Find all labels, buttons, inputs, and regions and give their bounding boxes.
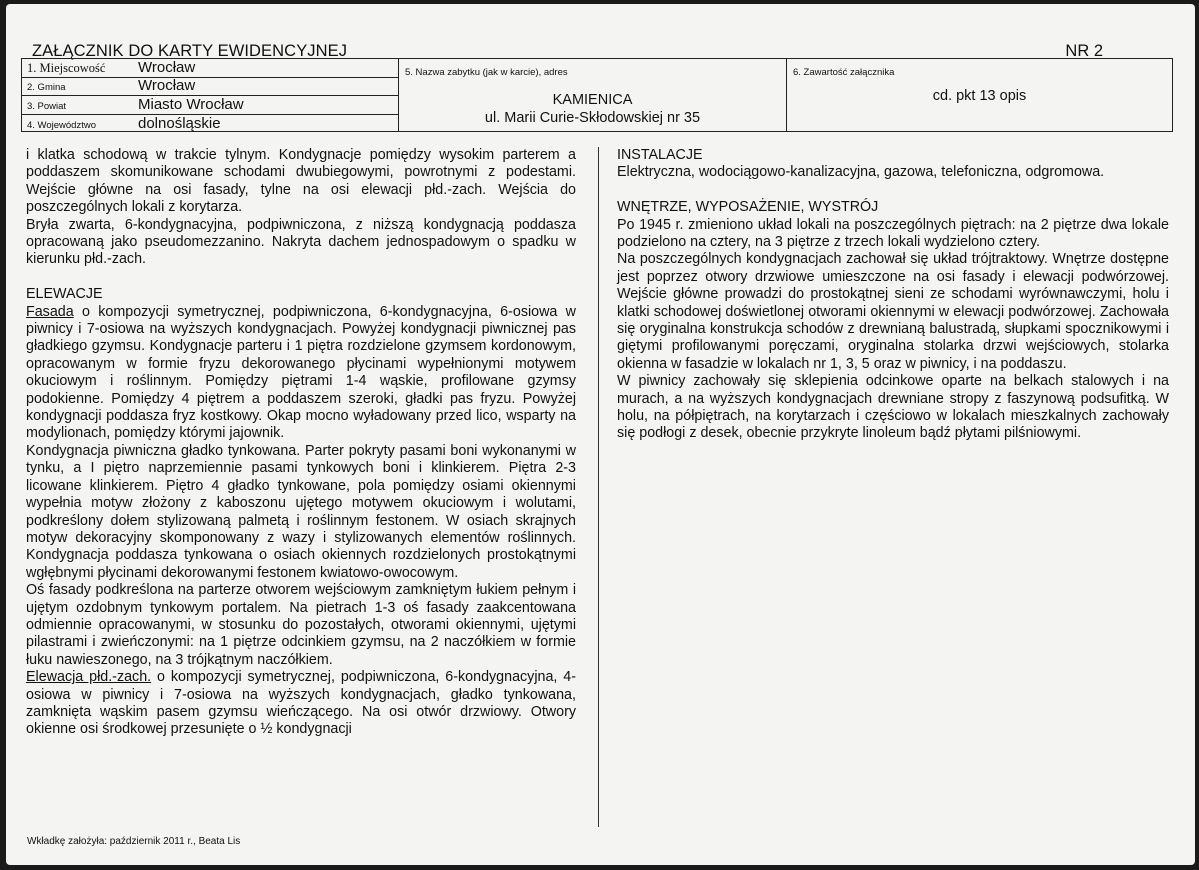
footer-author: Wkładkę założyła: październik 2011 r., Beata Lis xyxy=(27,836,241,847)
sw-elevation-text: o kompozycji symetrycznej, podpiwniczona, 6-kondygnacyjna, 4-osiowa w piwnicy i 7-osiowa na wyższych kondygnacjach, gładko tynkowana, zamknięta wąskim pasem gzymsu wieńczącego. Na osi otwór drzwiowy. Otwory okienne osi środkowej przesunięte o ½ kondygnacji xyxy=(26,669,577,738)
heading-elevations: ELEWACJE xyxy=(26,286,103,303)
voivodeship-label: 4. Województwo xyxy=(27,120,96,131)
metadata-table xyxy=(21,58,1173,132)
voivodeship-value: dolnośląskie xyxy=(138,115,221,132)
district-label: 3. Powiat xyxy=(27,100,67,112)
paragraph-installations: Elektryczna, wodociągowo-kanalizacyjna, gazowa, telefoniczna, odgromowa. xyxy=(617,164,1105,181)
paragraph-interior-2: Na poszczególnych kondygnacjach zachował się układ trójtraktowy. Wnętrze dostępne jest poprzez otwory drzwiowe umieszczone na osi fasady i elewacji podwórzowej. Wejście główne prowadzi do prostokątnej sieni ze schodami wyrównawczymi, holu i klatki schodowej doświetlonej otworami okiennymi w elewacji podwórzowej. Zachowała się oryginalna konstrukcja schodów z drewnianą balustradą, słupkami spocznikowymi i giętymi profilowanymi poręczami, oryginalna stolarka drzwi wejściowych, stolarka okienna w fasadzie w lokalach nr 1, 3, 5 oraz w piwnicy, i na poddaszu. xyxy=(617,251,1169,372)
paragraph-axis: Oś fasady podkreślona na parterze otworem wejściowym zamkniętym łukiem pełnym i ujętym ozdobnym tynkowym portalem. Na pietrach 1-3 oś fasady zaakcentowana odmiennie opracowanymi, w stosunku do pozostałych, otworami okiennymi, ujętymi pilastrami i zwieńczonymi: na 1 piętrze odcinkiem gzymsu, na 2 naczółkiem w formie łuku nawieszonego, na 3 trójkątnym naczółkiem. xyxy=(26,582,576,668)
row-voivodeship xyxy=(22,115,398,134)
location-column xyxy=(22,59,399,131)
right-column xyxy=(617,147,1169,443)
paragraph-stairs: i klatka schodową w trakcie tylnym. Kondygnacje pomiędzy wysokim parterem a poddaszem skomunikowane schodami dwubiegowymi, powrotnymi z podestami. Wejście główne na osi fasady, tylne na osi elewacji płd.-zach. Wejścia do poszczególnych lokali z korytarza. xyxy=(26,147,576,216)
attachment-number: NR 2 xyxy=(1065,42,1103,60)
sw-elevation-label: Elewacja płd.-zach. xyxy=(26,669,152,686)
contents-label: 6. Zawartość załącznika xyxy=(793,67,895,78)
row-locality xyxy=(22,59,398,78)
paragraph-sw-elevation xyxy=(26,669,576,739)
contents-value: cd. pkt 13 opis xyxy=(932,88,1027,104)
locality-value: Wrocław xyxy=(138,58,196,76)
column-divider xyxy=(598,147,599,827)
district-value: Miasto Wrocław xyxy=(138,95,244,113)
paragraph-body: Bryła zwarta, 6-kondygnacyjna, podpiwniczona, z niższą kondygnacją poddasza opracowaną jako pseudomezzanino. Nakryta dachem jednospadowym o spadku w kierunku płd.-zach. xyxy=(26,216,576,268)
paragraph-interior-1: Po 1945 r. zmieniono układ lokali na poszczególnych piętrach: na 2 piętrze dwa lokale podzielono na cztery, na 3 piętrze z trzech lokali wydzielono cztery. xyxy=(617,216,1169,251)
page-title: ZAŁĄCZNIK DO KARTY EWIDENCYJNEJ xyxy=(32,42,348,60)
monument-name: KAMIENICA xyxy=(552,92,633,108)
left-column xyxy=(26,147,576,739)
contents-column xyxy=(787,59,1172,131)
monument-column xyxy=(399,59,787,131)
heading-installations: INSTALACJE xyxy=(617,147,703,163)
facade-text: o kompozycji symetrycznej, podpiwniczona, 6-kondygnacyjna, 6-osiowa w piwnicy i 7-osiowa na wyższych kondygnacjach. Powyżej kondygnacji piwnicznej pas gładkiego gzymsu. Kondygnacje parteru i 1 piętra rozdzielone gzymsem kordonowym, opracowanym w formie fryzu dekorowanego płycinami wypełnionymi motywem okuciowym i roślinnym. Pomiędzy piętrami 1-4 wąskie, profilowane gzymsy podokienne. Pomiędzy 4 piętrem a poddaszem szeroki, gładki pas fryzu. Powyżej kondygnacji poddasza fryz kostkowy. Okap mocno wyładowany przed lico, wsparty na modylionach, pomiędzy którymi jajownik. xyxy=(26,303,576,442)
facade-label: Fasada xyxy=(26,303,74,320)
monument-label: 5. Nazwa zabytku (jak w karcie), adres xyxy=(405,67,568,78)
heading-interior: WNĘTRZE, WYPOSAŻENIE, WYSTRÓJ xyxy=(617,199,879,216)
monument-address: ul. Marii Curie-Skłodowskiej nr 35 xyxy=(484,110,701,126)
locality-label: 1. Miejscowość xyxy=(27,60,106,75)
commune-value: Wrocław xyxy=(138,77,196,94)
paragraph-interior-3: W piwnicy zachowały się sklepienia odcinkowe oparte na belkach stalowych i na murach, a na wyższych kondygnacjach drewniane stropy z faszynową podsufitką. W holu, na półpiętrach, na korytarzach i częściowo w lokalach mieszkalnych zachowały się podłogi z desek, obecnie przykryte linoleum bądź płytami pilśniowymi. xyxy=(617,373,1169,442)
paragraph-storeys: Kondygnacja piwniczna gładko tynkowana. Parter pokryty pasami boni wykonanymi w tynku, a I piętro naprzemiennie pasami tynkowych boni i klinkierem. Piętra 2-3 licowane klinkierem. Piętro 4 gładko tynkowane, pola pomiędzy osiami okiennymi wypełnia motyw złożony z kaboszonu ujętego motywem okuciowym i wolutami, podkreślony dołem stylizowaną palmetą i roślinnym festonem. W osiach skrajnych motyw dekoracyjny skomponowany z wazy i stylizowanych elementów roślinnych. Kondygnacja poddasza tynkowana o osiach okiennych rozdzielonych prostokątnymi wgłębnymi płycinami dekorowanymi festonem kwiatowo-owocowym. xyxy=(26,442,576,581)
row-district xyxy=(22,96,398,115)
paragraph-facade xyxy=(26,304,576,443)
row-commune xyxy=(22,78,398,97)
commune-label: 2. Gmina xyxy=(27,82,66,93)
